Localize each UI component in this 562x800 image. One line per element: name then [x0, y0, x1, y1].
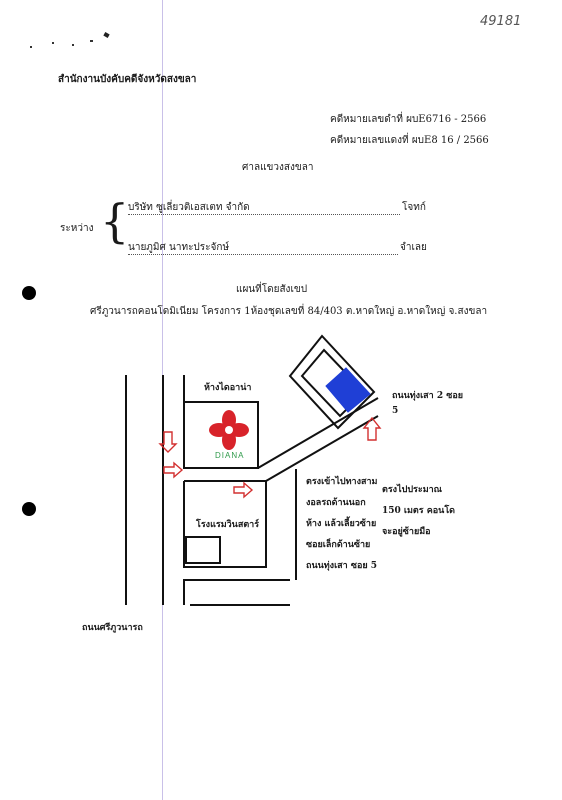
arrow-right-2 — [234, 483, 252, 497]
road-left-label: ถนนศรีภูวนารถ — [82, 623, 143, 633]
logo-text: DIANA — [215, 451, 245, 460]
direction2-line: ตรงไปประมาณ — [382, 485, 443, 495]
handwritten-number: 49181 — [480, 14, 522, 29]
arrow-right-1 — [164, 463, 182, 477]
arrow-up — [364, 418, 380, 440]
road-right-number: 5 — [392, 406, 399, 416]
plaintiff-role: โจทก์ — [402, 202, 426, 213]
case-red-no: คดีหมายเลขแดงที่ ผบE8 16 / 2566 — [330, 135, 489, 146]
plaintiff-name: บริษัท ซูเลี่ยวติเอสเตท จำกัด — [128, 202, 250, 213]
case-black-no: คดีหมายเลขดำที่ ผบE6716 - 2566 — [330, 114, 487, 125]
hotel-label: โรงแรมวินสตาร์ — [196, 520, 260, 530]
brace: { — [100, 194, 130, 248]
map-title: แผนที่โดยสังเขป — [236, 284, 308, 295]
direction2-line: 150 เมตร คอนโด — [382, 506, 455, 516]
diana-logo — [209, 410, 249, 450]
mall-label: ห้างไดอาน่า — [204, 383, 252, 393]
direction-line: ตรงเข้าไปทางสาม — [306, 477, 378, 487]
direction-line: ห้าง แล้วเลี้ยวซ้าย — [306, 519, 377, 529]
direction-line: ซอยเล็กด้านซ้าย — [306, 540, 371, 550]
defendant-name: นายภูมิศ นาทะประจักษ์ — [128, 242, 230, 253]
between-label: ระหว่าง — [60, 223, 94, 234]
defendant-role: จำเลย — [400, 242, 427, 253]
road-bottom-top — [184, 580, 290, 605]
office-name: สำนักงานบังคับคดีจังหวัดสงขลา — [58, 74, 197, 85]
directions2-block — [382, 480, 455, 543]
directions-block — [306, 472, 377, 577]
hotel-inner-box — [186, 537, 220, 563]
court-name: ศาลแขวงสงขลา — [242, 162, 314, 173]
road-right-label: ถนนทุ่งเสา 2 ซอย — [392, 391, 464, 401]
direction-line: ถนนทุ่งเสา ซอย 5 — [306, 561, 378, 571]
location-text: ศรีภูวนารถคอนโดมิเนียม โครงการ 1ห้องชุดเลขที่ 84/403 ต.หาดใหญ่ อ.หาดใหญ่ จ.สงขลา — [90, 306, 488, 317]
road-diagonal-top — [258, 398, 378, 468]
direction2-line: จะอยู่ซ้ายมือ — [382, 527, 431, 537]
direction-line: งอลรถด้านนอก — [306, 498, 366, 508]
